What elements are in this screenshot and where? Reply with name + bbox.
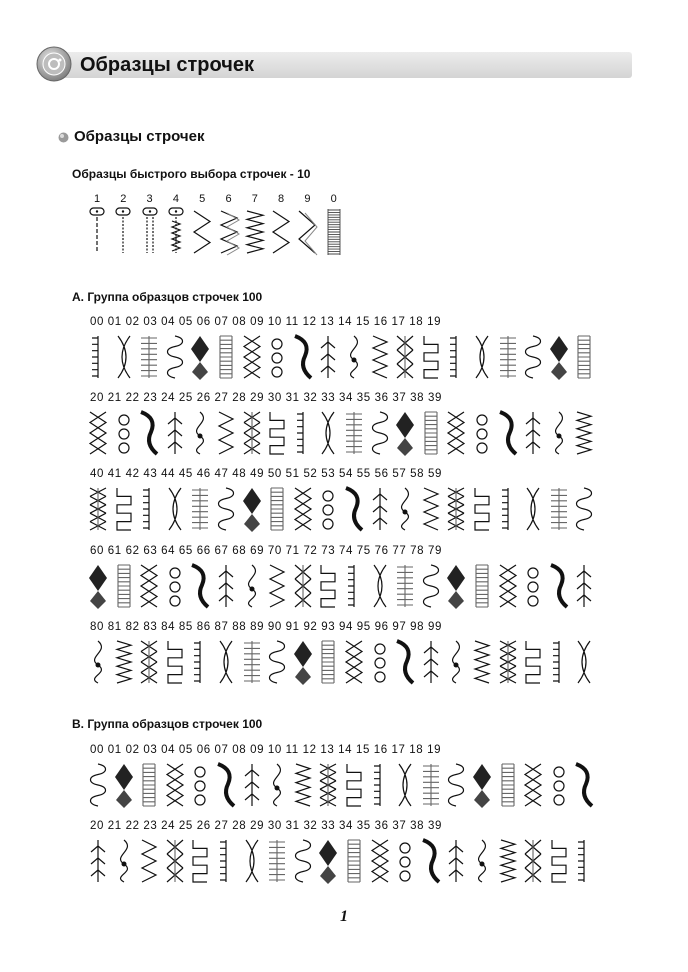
stitch-pattern-icon xyxy=(240,332,264,382)
stitch-pattern-icon xyxy=(112,836,136,886)
stitch-pattern-icon xyxy=(496,760,520,810)
quick-select-title: Образцы быстрого выбора строчек - 10 xyxy=(72,167,311,181)
stitch-pattern-icon xyxy=(470,836,494,886)
stitch-pattern-icon xyxy=(342,408,366,458)
stitch-pattern-icon xyxy=(368,836,392,886)
quick-stitch-icon xyxy=(190,207,214,257)
stitch-pattern-icon xyxy=(444,637,468,687)
stitch-pattern-icon xyxy=(163,760,187,810)
stitch-pattern-icon xyxy=(265,484,289,534)
stitch-pattern-icon xyxy=(572,561,596,611)
stitch-pattern-icon xyxy=(368,484,392,534)
section-heading-text: Образцы строчек xyxy=(74,128,205,145)
stitch-pattern-icon xyxy=(521,637,545,687)
stitch-pattern-icon xyxy=(240,484,264,534)
quick-stitch-number: 6 xyxy=(225,193,232,205)
stitch-pattern-icon xyxy=(547,332,571,382)
quick-stitch-icon xyxy=(243,207,267,257)
quick-stitch-number: 9 xyxy=(304,193,311,205)
stitch-pattern-icon xyxy=(368,561,392,611)
stitch-pattern-icon xyxy=(112,332,136,382)
stitch-pattern-icon xyxy=(521,408,545,458)
stitch-pattern-icon xyxy=(163,484,187,534)
stitch-pattern-icon xyxy=(112,637,136,687)
stitch-pattern-icon xyxy=(342,836,366,886)
stitch-pattern-icon xyxy=(163,408,187,458)
stitch-pattern-icon xyxy=(240,561,264,611)
stitch-pattern-icon xyxy=(291,836,315,886)
stitch-pattern-icon xyxy=(316,836,340,886)
stitch-pattern-icon xyxy=(112,760,136,810)
stitch-pattern-icon xyxy=(572,332,596,382)
quick-stitch-number: 2 xyxy=(120,193,127,205)
quick-stitch-icon xyxy=(217,207,241,257)
stitch-pattern-icon xyxy=(444,332,468,382)
stitch-pattern-icon xyxy=(291,760,315,810)
stitch-pattern-icon xyxy=(163,836,187,886)
stitch-pattern-icon xyxy=(496,332,520,382)
stitch-pattern-icon xyxy=(342,637,366,687)
stitch-pattern-icon xyxy=(419,484,443,534)
stitch-pattern-icon xyxy=(572,760,596,810)
stitch-pattern-icon xyxy=(470,484,494,534)
stitch-pattern-icon xyxy=(86,408,110,458)
stitch-pattern-icon xyxy=(419,332,443,382)
stitch-pattern-icon xyxy=(393,836,417,886)
stitch-pattern-icon xyxy=(188,561,212,611)
stitch-pattern-icon xyxy=(137,408,161,458)
quick-stitch-number: 1 xyxy=(93,193,101,205)
stitch-pattern-icon xyxy=(214,760,238,810)
bullet-icon xyxy=(58,132,69,143)
stitch-pattern-icon xyxy=(265,836,289,886)
stitch-pattern-icon xyxy=(86,484,110,534)
quick-stitch-number: 5 xyxy=(199,193,206,205)
stitch-pattern-icon xyxy=(572,484,596,534)
stitch-pattern-icon xyxy=(137,760,161,810)
stitch-pattern-icon xyxy=(419,760,443,810)
stitch-pattern-icon xyxy=(521,332,545,382)
stitch-pattern-icon xyxy=(240,637,264,687)
stitch-pattern-icon xyxy=(316,484,340,534)
stitch-pattern-icon xyxy=(316,408,340,458)
stitch-pattern-icon xyxy=(470,332,494,382)
stitch-pattern-icon xyxy=(291,484,315,534)
stitch-pattern-icon xyxy=(214,332,238,382)
stitch-pattern-icon xyxy=(496,484,520,534)
stitch-pattern-icon xyxy=(444,408,468,458)
group-a-row-numbers-5: 80 81 82 83 84 85 86 87 88 89 90 91 92 93 94 95 96 97 98 99 xyxy=(90,621,442,633)
stitch-pattern-icon xyxy=(393,332,417,382)
stitch-pattern-icon xyxy=(163,332,187,382)
quick-stitch-icon xyxy=(269,207,293,257)
stitch-pattern-icon xyxy=(240,408,264,458)
stitch-pattern-icon xyxy=(419,561,443,611)
stitch-pattern-icon xyxy=(214,836,238,886)
stitch-pattern-icon xyxy=(444,760,468,810)
stitch-pattern-icon xyxy=(521,484,545,534)
stitch-pattern-icon xyxy=(342,760,366,810)
stitch-pattern-icon xyxy=(214,484,238,534)
stitch-pattern-icon xyxy=(137,836,161,886)
stitch-pattern-icon xyxy=(572,836,596,886)
group-a-title: A. Группа образцов строчек 100 xyxy=(72,290,263,304)
stitch-pattern-icon xyxy=(137,561,161,611)
stitch-pattern-icon xyxy=(112,484,136,534)
stitch-pattern-icon xyxy=(547,760,571,810)
stitch-pattern-icon xyxy=(291,637,315,687)
stitch-pattern-icon xyxy=(316,561,340,611)
stitch-pattern-icon xyxy=(112,408,136,458)
quick-stitch-icon xyxy=(85,207,109,257)
stitch-pattern-icon xyxy=(368,408,392,458)
page-title: Образцы строчек xyxy=(80,54,254,76)
stitch-pattern-icon xyxy=(188,637,212,687)
quick-stitch-number: 8 xyxy=(278,193,285,205)
stitch-pattern-icon xyxy=(265,332,289,382)
stitch-pattern-icon xyxy=(86,332,110,382)
stitch-pattern-icon xyxy=(547,561,571,611)
group-a-row-numbers-2: 20 21 22 23 24 25 26 27 28 29 30 31 32 33 34 35 36 37 38 39 xyxy=(90,392,442,404)
stitch-pattern-icon xyxy=(393,484,417,534)
quick-stitch-number: 3 xyxy=(146,193,153,205)
page-number: 1 xyxy=(340,908,348,925)
group-b-row-numbers-2: 20 21 22 23 24 25 26 27 28 29 30 31 32 33 34 35 36 37 38 39 xyxy=(90,820,442,832)
stitch-pattern-icon xyxy=(86,760,110,810)
stitch-pattern-icon xyxy=(86,561,110,611)
stitch-pattern-icon xyxy=(470,637,494,687)
header-disc-icon xyxy=(36,46,72,82)
stitch-pattern-icon xyxy=(342,332,366,382)
stitch-pattern-icon xyxy=(496,561,520,611)
stitch-pattern-icon xyxy=(547,408,571,458)
stitch-pattern-icon xyxy=(496,836,520,886)
stitch-pattern-icon xyxy=(214,637,238,687)
stitch-pattern-icon xyxy=(316,332,340,382)
stitch-pattern-icon xyxy=(444,484,468,534)
group-a-row-numbers-1: 00 01 02 03 04 05 06 07 08 09 10 11 12 13 14 15 16 17 18 19 xyxy=(90,316,442,328)
stitch-pattern-icon xyxy=(521,836,545,886)
stitch-pattern-icon xyxy=(240,836,264,886)
stitch-pattern-icon xyxy=(368,332,392,382)
group-a-row-numbers-4: 60 61 62 63 64 65 66 67 68 69 70 71 72 73 74 75 76 77 78 79 xyxy=(90,545,442,557)
quick-stitch-icon xyxy=(322,207,346,257)
quick-stitch-icon xyxy=(295,207,319,257)
stitch-pattern-icon xyxy=(342,561,366,611)
stitch-pattern-icon xyxy=(547,484,571,534)
stitch-pattern-icon xyxy=(393,408,417,458)
stitch-pattern-icon xyxy=(214,561,238,611)
stitch-pattern-icon xyxy=(188,760,212,810)
stitch-pattern-icon xyxy=(419,637,443,687)
stitch-pattern-icon xyxy=(265,760,289,810)
stitch-pattern-icon xyxy=(496,408,520,458)
quick-stitch-number: 0 xyxy=(330,193,337,205)
stitch-pattern-icon xyxy=(342,484,366,534)
quick-stitch-number: 4 xyxy=(172,193,179,205)
header-bar xyxy=(36,46,632,82)
stitch-pattern-icon xyxy=(163,637,187,687)
stitch-pattern-icon xyxy=(86,637,110,687)
stitch-pattern-icon xyxy=(444,836,468,886)
group-a-row-numbers-3: 40 41 42 43 44 45 46 47 48 49 50 51 52 53 54 55 56 57 58 59 xyxy=(90,468,442,480)
stitch-pattern-icon xyxy=(163,561,187,611)
stitch-pattern-icon xyxy=(393,760,417,810)
stitch-pattern-icon xyxy=(291,332,315,382)
stitch-pattern-icon xyxy=(137,484,161,534)
stitch-pattern-icon xyxy=(521,760,545,810)
stitch-pattern-icon xyxy=(572,637,596,687)
stitch-pattern-icon xyxy=(470,760,494,810)
stitch-pattern-icon xyxy=(291,561,315,611)
stitch-pattern-icon xyxy=(188,836,212,886)
stitch-pattern-icon xyxy=(188,484,212,534)
stitch-pattern-icon xyxy=(291,408,315,458)
stitch-pattern-icon xyxy=(265,561,289,611)
stitch-pattern-icon xyxy=(137,332,161,382)
stitch-pattern-icon xyxy=(470,408,494,458)
stitch-pattern-icon xyxy=(240,760,264,810)
stitch-pattern-icon xyxy=(572,408,596,458)
quick-stitch-icon xyxy=(164,207,188,257)
stitch-pattern-icon xyxy=(368,760,392,810)
quick-stitch-icon xyxy=(111,207,135,257)
stitch-pattern-icon xyxy=(368,637,392,687)
stitch-pattern-icon xyxy=(470,561,494,611)
stitch-pattern-icon xyxy=(419,836,443,886)
stitch-pattern-icon xyxy=(547,836,571,886)
stitch-pattern-icon xyxy=(393,637,417,687)
stitch-pattern-icon xyxy=(137,637,161,687)
stitch-pattern-icon xyxy=(316,637,340,687)
quick-stitch-icon xyxy=(138,207,162,257)
stitch-pattern-icon xyxy=(214,408,238,458)
stitch-pattern-icon xyxy=(521,561,545,611)
stitch-pattern-icon xyxy=(188,332,212,382)
stitch-pattern-icon xyxy=(496,637,520,687)
quick-stitch-number: 7 xyxy=(251,193,258,205)
stitch-pattern-icon xyxy=(547,637,571,687)
stitch-pattern-icon xyxy=(265,408,289,458)
stitch-pattern-icon xyxy=(316,760,340,810)
stitch-pattern-icon xyxy=(393,561,417,611)
stitch-pattern-icon xyxy=(188,408,212,458)
stitch-pattern-icon xyxy=(265,637,289,687)
group-b-title: B. Группа образцов строчек 100 xyxy=(72,717,263,731)
stitch-pattern-icon xyxy=(86,836,110,886)
group-b-row-numbers-1: 00 01 02 03 04 05 06 07 08 09 10 11 12 13 14 15 16 17 18 19 xyxy=(90,744,442,756)
stitch-pattern-icon xyxy=(419,408,443,458)
stitch-pattern-icon xyxy=(112,561,136,611)
stitch-pattern-icon xyxy=(444,561,468,611)
